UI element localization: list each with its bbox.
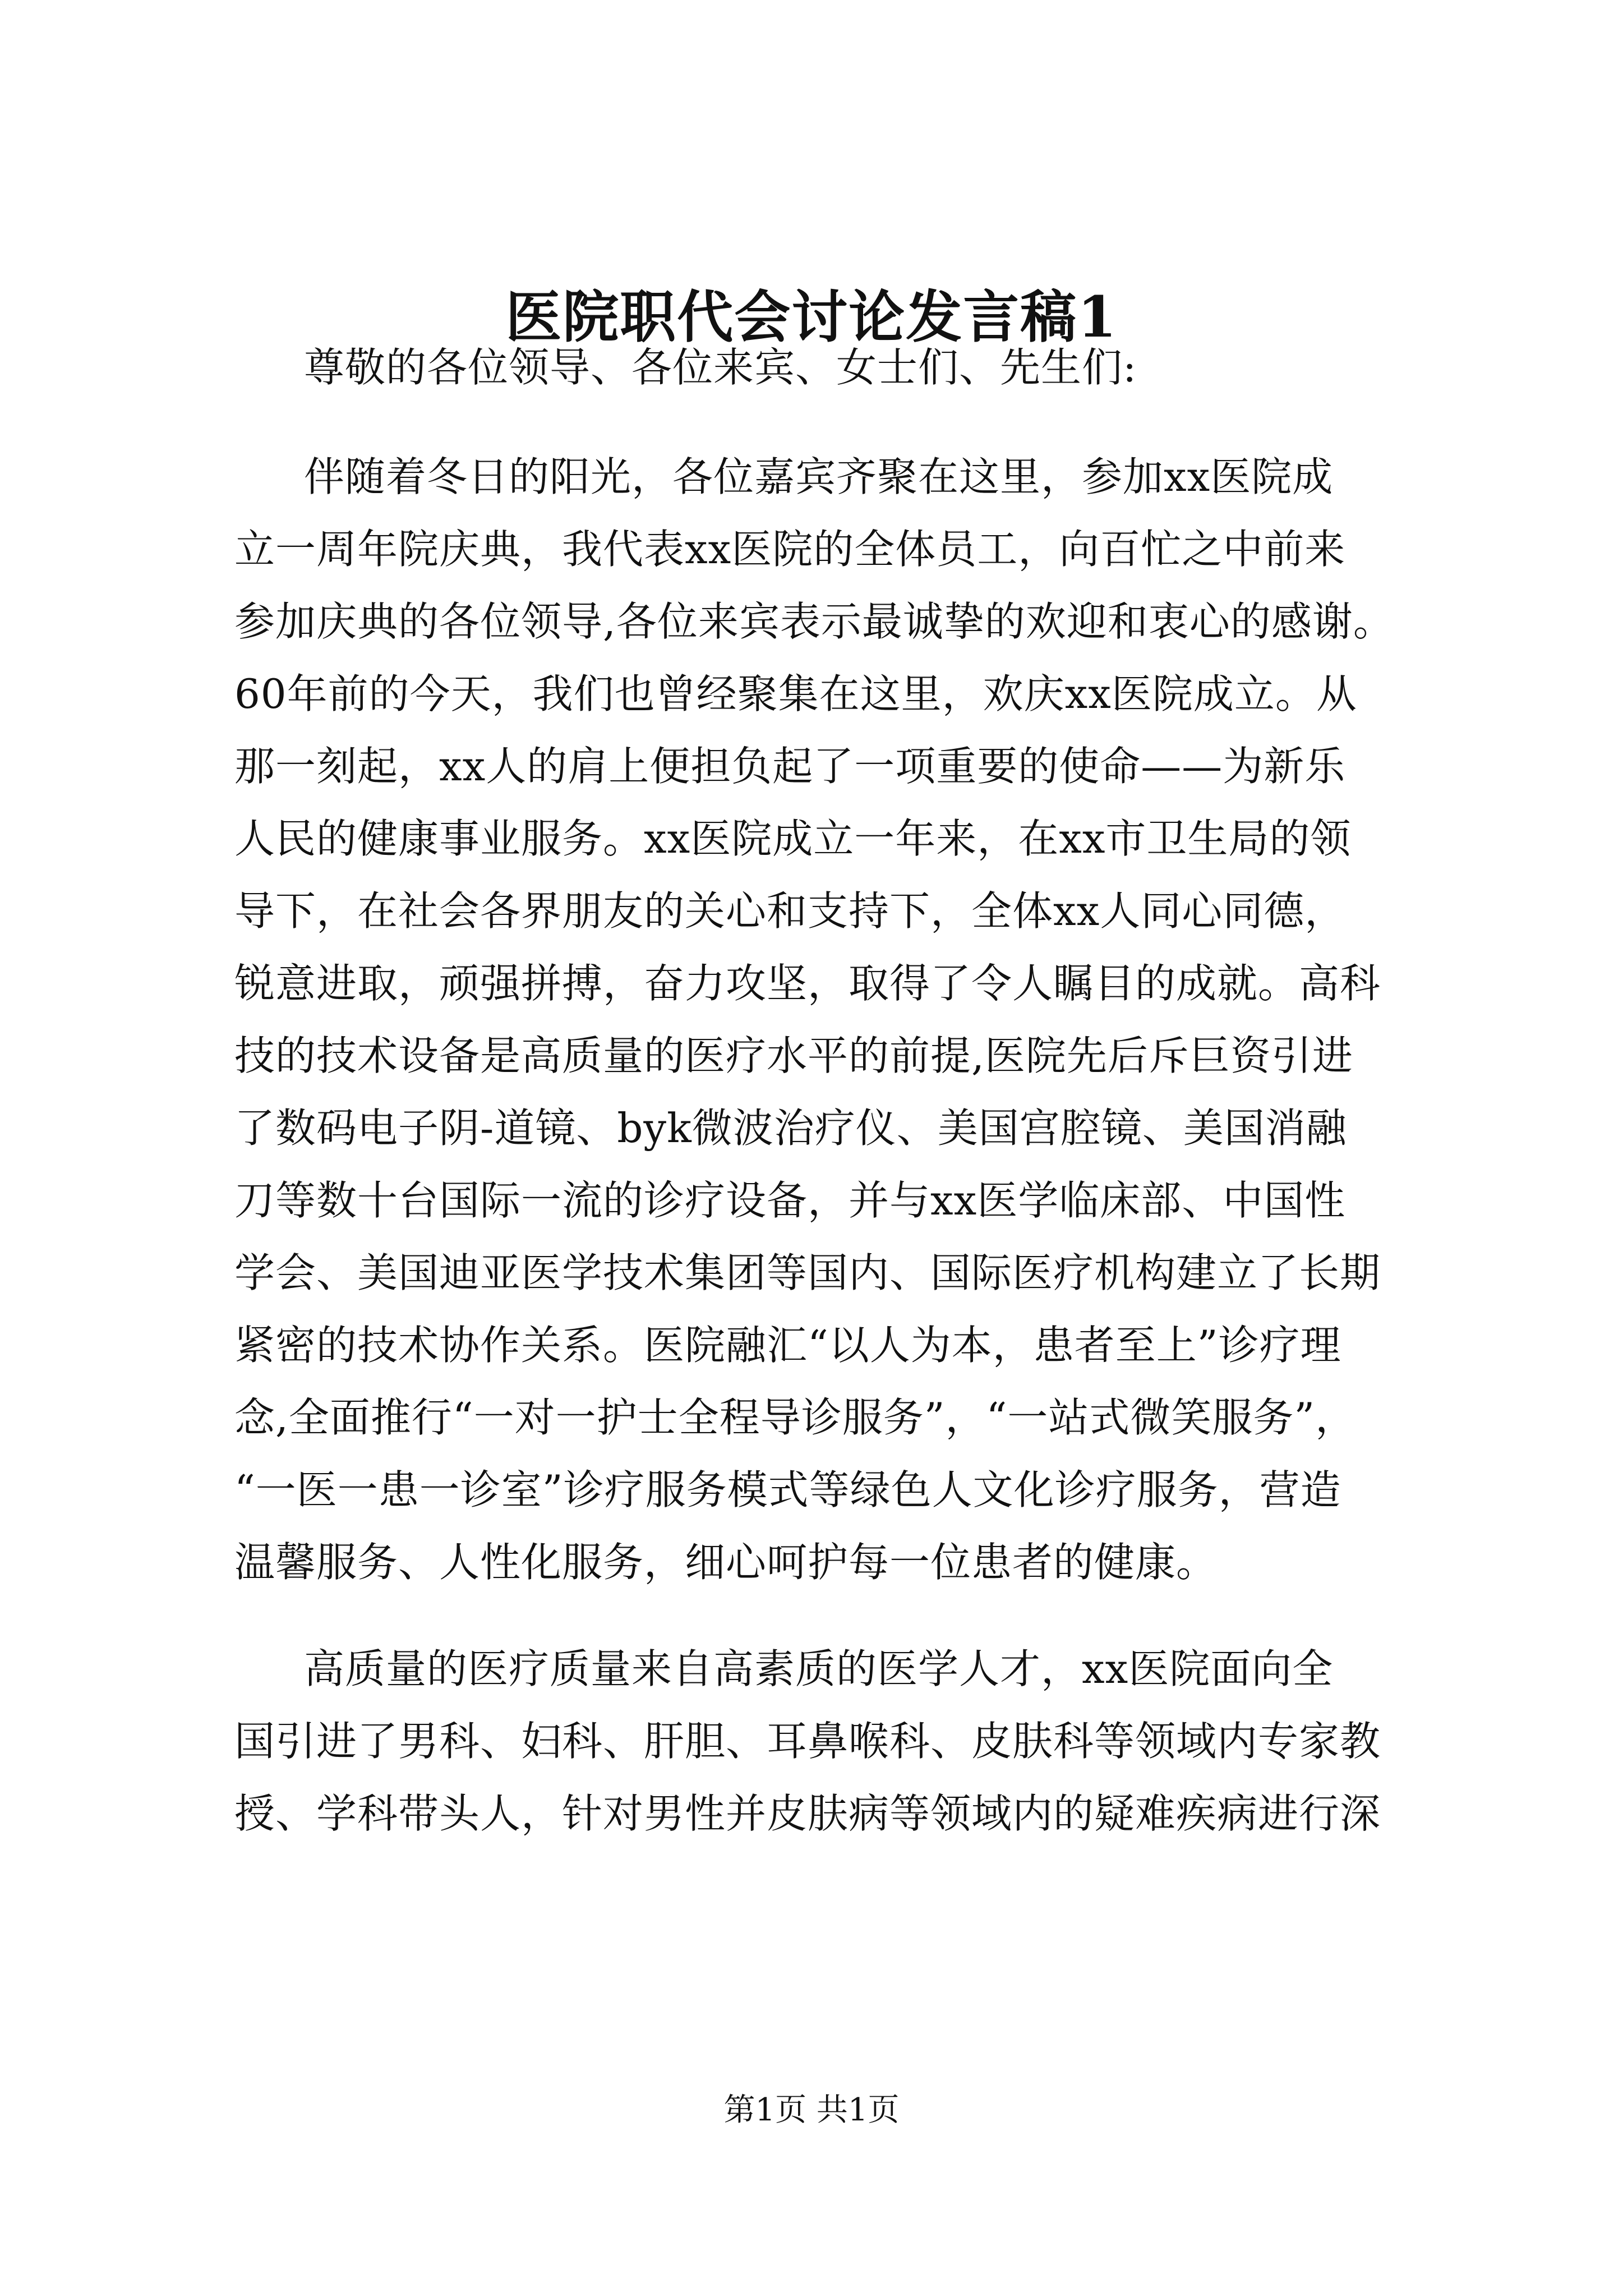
paragraph-line: 刀等数十台国际一流的诊疗设备，并与xx医学临床部、中国性 [234, 1177, 1346, 1224]
paragraph-line: 尊敬的各位领导、各位来宾、女士们、先生们: [304, 344, 1137, 391]
paragraph-line: 授、学科带头人，针对男性并皮肤病等领域内的疑难疾病进行深 [234, 1790, 1381, 1837]
paragraph-line: 立一周年院庆典，我代表xx医院的全体员工，向百忙之中前来 [234, 526, 1346, 573]
paragraph-line: 60年前的今天，我们也曾经聚集在这里，欢庆xx医院成立。从 [234, 670, 1357, 717]
paragraph-line: 锐意进取，顽强拼搏，奋力攻坚，取得了令人瞩目的成就。高科 [234, 960, 1381, 1007]
paragraph-line: 国引进了男科、妇科、肝胆、耳鼻喉科、皮肤科等领域内专家教 [234, 1718, 1381, 1765]
paragraph-line: 导下，在社会各界朋友的关心和支持下，全体xx人同心同德， [234, 887, 1346, 935]
paragraph-line: “一医一患一诊室”诊疗服务模式等绿色人文化诊疗服务，营造 [234, 1466, 1341, 1513]
page-footer: 第1页 共1页 [723, 2092, 900, 2128]
paragraph-line: 技的技术设备是高质量的医疗水平的前提,医院先后斥巨资引进 [234, 1032, 1353, 1079]
paragraph-line: 伴随着冬日的阳光，各位嘉宾齐聚在这里，参加xx医院成 [304, 453, 1334, 500]
paragraph-line: 人民的健康事业服务。xx医院成立一年来，在xx市卫生局的领 [234, 815, 1352, 862]
paragraph-line: 高质量的医疗质量来自高素质的医学人才，xx医院面向全 [304, 1645, 1334, 1692]
paragraph-line: 学会、美国迪亚医学技术集团等国内、国际医疗机构建立了长期 [234, 1249, 1381, 1296]
paragraph-line: 紧密的技术协作关系。医院融汇“以人为本，患者至上”诊疗理 [234, 1322, 1341, 1369]
paragraph-line: 念,全面推行“一对一护士全程导诊服务”，“一站式微笑服务”， [234, 1394, 1357, 1441]
paragraph-line: 了数码电子阴-道镜、byk微波治疗仪、美国宫腔镜、美国消融 [234, 1105, 1347, 1152]
paragraph-line: 温馨服务、人性化服务，细心呵护每一位患者的健康。 [234, 1539, 1218, 1586]
paragraph-line: 参加庆典的各位领导,各位来宾表示最诚挚的欢迎和衷心的感谢。 [234, 598, 1394, 645]
document-title: 医院职代会讨论发言稿1 [505, 284, 1118, 350]
paragraph-line: 那一刻起，xx人的肩上便担负起了一项重要的使命——为新乐 [234, 743, 1346, 790]
